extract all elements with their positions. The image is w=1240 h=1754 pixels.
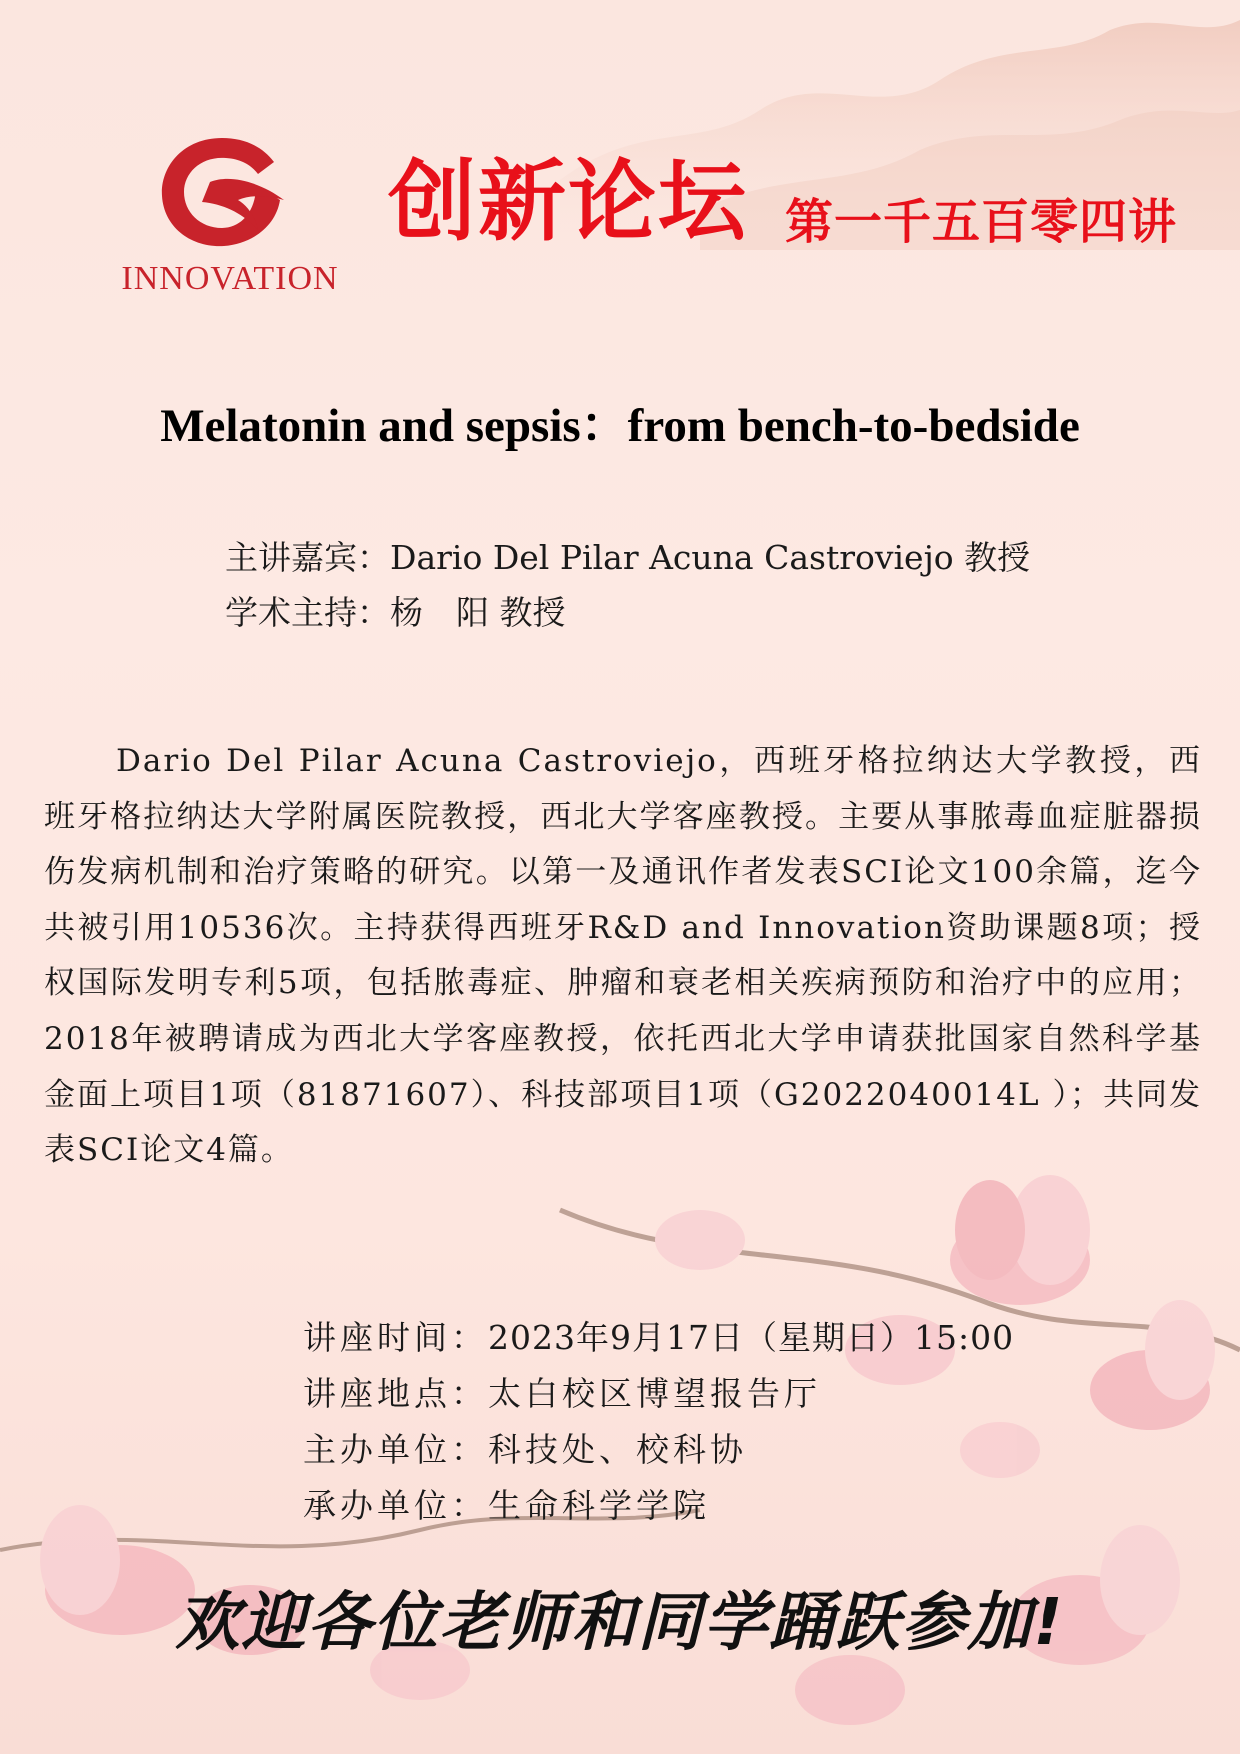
people-section bbox=[225, 530, 1030, 640]
forum-title: 创新论坛 bbox=[388, 150, 749, 253]
host-unit-row bbox=[303, 1478, 1014, 1534]
organizer-row bbox=[303, 1422, 1014, 1478]
speaker-value: Dario Del Pilar Acuna Castroviejo 教授 bbox=[390, 538, 1031, 577]
location-label: 讲座地点： bbox=[303, 1374, 488, 1413]
lecture-number: 第一千五百零四讲 bbox=[785, 194, 1178, 250]
time-label: 讲座时间： bbox=[303, 1318, 488, 1357]
location-row bbox=[303, 1366, 1014, 1422]
organizer-label: 主办单位： bbox=[303, 1430, 488, 1469]
talk-title: Melatonin and sepsis：from bench-to-bedside bbox=[160, 400, 1080, 452]
speaker-label: 主讲嘉宾： bbox=[225, 538, 390, 577]
lecture-info bbox=[303, 1310, 1014, 1534]
host-unit-value: 生命科学学院 bbox=[488, 1486, 710, 1525]
organizer-value: 科技处、校科协 bbox=[488, 1430, 747, 1469]
time-row bbox=[303, 1310, 1014, 1366]
innovation-logo-icon bbox=[152, 130, 292, 255]
host-label: 学术主持： bbox=[225, 593, 390, 632]
host-unit-label: 承办单位： bbox=[303, 1486, 488, 1525]
speaker-row bbox=[225, 530, 1030, 585]
location-value: 太白校区博望报告厅 bbox=[488, 1374, 821, 1413]
host-row bbox=[225, 585, 1030, 640]
speaker-bio: Dario Del Pilar Acuna Castroviejo，西班牙格拉纳达大学教授，西班牙格拉纳达大学附属医院教授，西北大学客座教授。主要从事脓毒血症脏器损伤发病机制和治疗策略的研究。以第一及通讯作者发表SCI论文100余篇，迄今共被引用10536次。主持获得西班牙R&D and Innovation资助课题8项；授权国际发明专利5项，包括脓毒症、肿瘤和衰老相关疾病预防和治疗中的应用；2018年被聘请成为西北大学客座教授，依托西北大学申请获批国家自然科学基金面上项目1项（81871607）、科技部项目1项（G2022040014L ）；共同发表SCI论文4篇。 bbox=[44, 743, 1202, 1169]
logo-text: INNOVATION bbox=[121, 260, 339, 297]
innovation-logo bbox=[110, 120, 350, 310]
welcome-banner: 欢迎各位老师和同学踊跃参加! bbox=[175, 1586, 1065, 1660]
time-value: 2023年9月17日（星期日）15:00 bbox=[488, 1318, 1015, 1357]
host-value: 杨 阳 教授 bbox=[390, 593, 566, 632]
